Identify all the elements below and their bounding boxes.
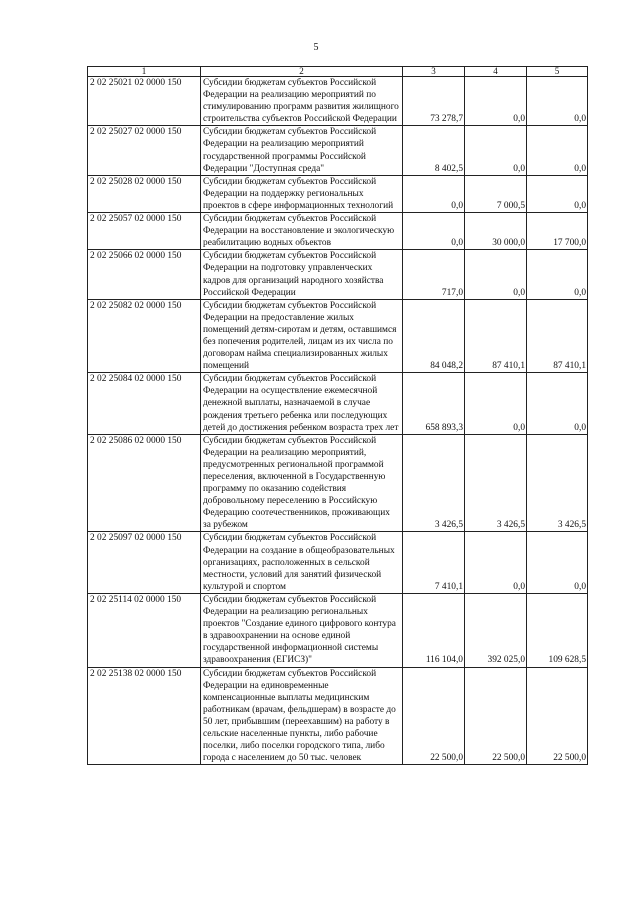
row-description: Субсидии бюджетам субъектов Российской Федерации на предоставление жилых помещений детям-сиротам и детям, оставшимся без попечения родителей, лицам из их числа по договорам найма специализированных жилых помещений <box>201 299 403 373</box>
value-col3: 658 893,3 <box>403 373 465 434</box>
budget-code: 2 02 25066 02 0000 150 <box>88 250 201 299</box>
column-header: 1 <box>88 67 201 77</box>
budget-code: 2 02 25114 02 0000 150 <box>88 593 201 667</box>
value-col3: 0,0 <box>403 213 465 250</box>
column-header: 2 <box>201 67 403 77</box>
value-col4: 87 410,1 <box>465 299 527 373</box>
budget-code: 2 02 25086 02 0000 150 <box>88 434 201 532</box>
value-col3: 73 278,7 <box>403 77 465 126</box>
value-col4: 0,0 <box>465 532 527 593</box>
value-col4: 392 025,0 <box>465 593 527 667</box>
budget-code: 2 02 25138 02 0000 150 <box>88 667 201 765</box>
row-description: Субсидии бюджетам субъектов Российской Федерации на осуществление ежемесячной денежной выплаты, назначаемой в случае рождения третьего ребенка или последующих детей до достижения ребенком возраста трех лет <box>201 373 403 434</box>
value-col4: 3 426,5 <box>465 434 527 532</box>
table-row <box>88 77 588 126</box>
table-row <box>88 250 588 299</box>
value-col5: 17 700,0 <box>527 213 588 250</box>
row-description: Субсидии бюджетам субъектов Российской Федерации на реализацию мероприятий, предусмотренных региональной программой переселения, включенной в Государственную программу по оказанию содействия добровольному переселению в Российскую Федерацию соотечественников, проживающих за рубежом <box>201 434 403 532</box>
table-row <box>88 213 588 250</box>
value-col3: 7 410,1 <box>403 532 465 593</box>
value-col5: 0,0 <box>527 373 588 434</box>
value-col5: 0,0 <box>527 126 588 175</box>
value-col5: 0,0 <box>527 175 588 212</box>
value-col4: 7 000,5 <box>465 175 527 212</box>
table-row <box>88 175 588 212</box>
budget-table <box>87 66 588 765</box>
value-col3: 22 500,0 <box>403 667 465 765</box>
row-description: Субсидии бюджетам субъектов Российской Федерации на реализацию мероприятий по стимулированию программ развития жилищного строительства субъектов Российской Федерации <box>201 77 403 126</box>
budget-code: 2 02 25057 02 0000 150 <box>88 213 201 250</box>
row-description: Субсидии бюджетам субъектов Российской Федерации на единовременные компенсационные выплаты медицинским работникам (врачам, фельдшерам) в возрасте до 50 лет, прибывшим (переехавшим) на работу в сельские населенные пункты, либо рабочие поселки, либо поселки городского типа, либо города с населением до 50 тыс. человек <box>201 667 403 765</box>
value-col3: 84 048,2 <box>403 299 465 373</box>
row-description: Субсидии бюджетам субъектов Российской Федерации на реализацию региональных проектов "Создание единого цифрового контура в здравоохранении на основе единой государственной информационной системы здравоохранения (ЕГИСЗ)" <box>201 593 403 667</box>
budget-code: 2 02 25084 02 0000 150 <box>88 373 201 434</box>
value-col5: 0,0 <box>527 532 588 593</box>
budget-code: 2 02 25097 02 0000 150 <box>88 532 201 593</box>
budget-code: 2 02 25021 02 0000 150 <box>88 77 201 126</box>
table-row <box>88 434 588 532</box>
budget-code: 2 02 25027 02 0000 150 <box>88 126 201 175</box>
value-col3: 8 402,5 <box>403 126 465 175</box>
table-row <box>88 126 588 175</box>
value-col5: 0,0 <box>527 250 588 299</box>
row-description: Субсидии бюджетам субъектов Российской Федерации на поддержку региональных проектов в сфере информационных технологий <box>201 175 403 212</box>
table-row <box>88 667 588 765</box>
value-col3: 116 104,0 <box>403 593 465 667</box>
value-col4: 22 500,0 <box>465 667 527 765</box>
value-col4: 30 000,0 <box>465 213 527 250</box>
value-col3: 717,0 <box>403 250 465 299</box>
column-header: 4 <box>465 67 527 77</box>
table-row <box>88 299 588 373</box>
value-col5: 0,0 <box>527 77 588 126</box>
value-col4: 0,0 <box>465 250 527 299</box>
table-row <box>88 532 588 593</box>
row-description: Субсидии бюджетам субъектов Российской Федерации на подготовку управленческих кадров для организаций народного хозяйства Российской Федерации <box>201 250 403 299</box>
value-col5: 109 628,5 <box>527 593 588 667</box>
value-col3: 3 426,5 <box>403 434 465 532</box>
value-col5: 22 500,0 <box>527 667 588 765</box>
budget-code: 2 02 25082 02 0000 150 <box>88 299 201 373</box>
row-description: Субсидии бюджетам субъектов Российской Федерации на создание в общеобразовательных организациях, расположенных в сельской местности, условий для занятий физической культурой и спортом <box>201 532 403 593</box>
column-header: 3 <box>403 67 465 77</box>
column-header: 5 <box>527 67 588 77</box>
row-description: Субсидии бюджетам субъектов Российской Федерации на реализацию мероприятий государственной программы Российской Федерации "Доступная среда" <box>201 126 403 175</box>
table-row <box>88 593 588 667</box>
page-number: 5 <box>313 42 319 53</box>
value-col3: 0,0 <box>403 175 465 212</box>
value-col4: 0,0 <box>465 126 527 175</box>
budget-code: 2 02 25028 02 0000 150 <box>88 175 201 212</box>
row-description: Субсидии бюджетам субъектов Российской Федерации на восстановление и экологическую реабилитацию водных объектов <box>201 213 403 250</box>
table-header-row <box>88 67 588 77</box>
value-col5: 3 426,5 <box>527 434 588 532</box>
table-row <box>88 373 588 434</box>
value-col5: 87 410,1 <box>527 299 588 373</box>
value-col4: 0,0 <box>465 77 527 126</box>
value-col4: 0,0 <box>465 373 527 434</box>
